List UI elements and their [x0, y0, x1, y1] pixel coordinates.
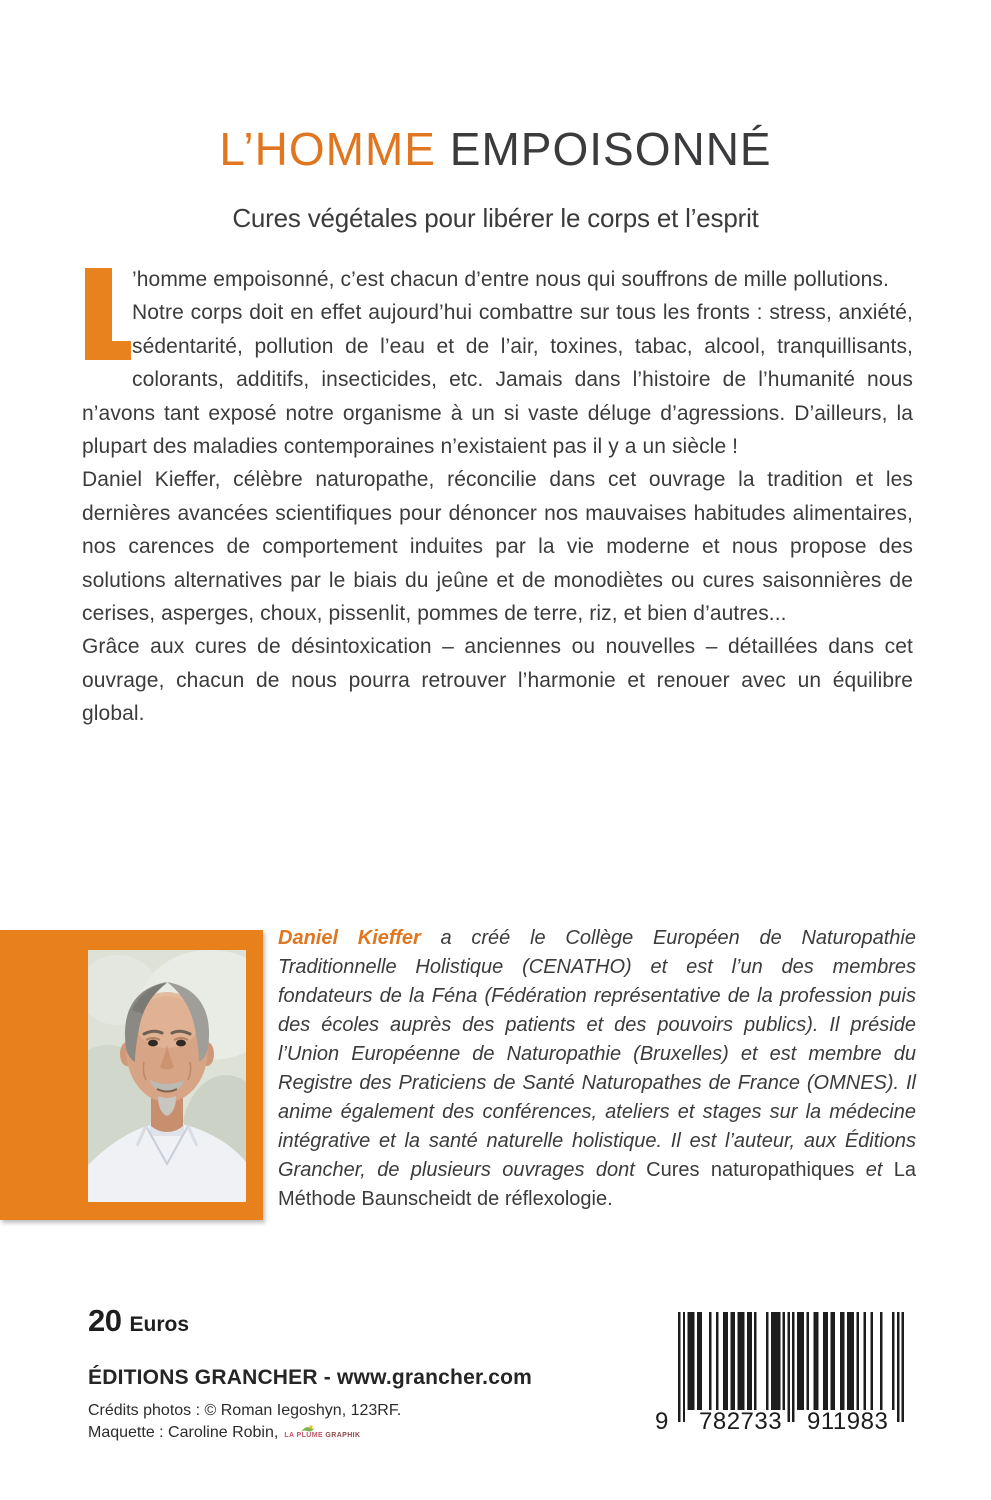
synopsis-paragraph: Notre corps doit en effet aujourd’hui combattre sur tous les fronts : stress, anxiété, sédentarité, pollution de l’eau et de l’air, toxines, tabac, alcool, tranquillisants, colorants, additifs, insecticides, etc. Jamais dans l’histoire de l’humanité nous n’avons tant exposé notre organisme à un si vaste déluge d’agressions. D’ailleurs, la plupart des maladies contemporaines n’existaient pas il y a un siècle ! [82, 301, 913, 459]
synopsis-text [82, 263, 913, 731]
price-value: 20 [88, 1303, 122, 1338]
book-subtitle: Cures végétales pour libérer le corps et l’esprit [232, 203, 759, 233]
author-photo-block [0, 930, 263, 1220]
publisher-line: ÉDITIONS GRANCHER - www.grancher.com [88, 1366, 532, 1389]
logo-bird-icon [300, 1424, 316, 1434]
synopsis-paragraph: Daniel Kieffer, célèbre naturopathe, réconcilie dans cet ouvrage la tradition et les dernières avancées scientifiques pour dénoncer nos mauvaises habitudes alimentaires, nos carences de comportement induites par la vie moderne et nous propose des solutions alternatives par le biais du jeûne et de monodiètes ou cures saisonnières de cerises, asperges, choux, pissenlit, pommes de terre, riz, et bien d’autres... [82, 468, 913, 626]
author-bio [278, 924, 916, 1214]
dropcap-letter-L [82, 266, 132, 369]
credits-photos: Crédits photos : © Roman Iegoshyn, 123RF. [88, 1402, 402, 1419]
price [88, 1303, 189, 1339]
book-title-highlight: L’HOMME [219, 122, 436, 175]
synopsis-paragraph: Grâce aux cures de désintoxication – anciennes ou nouvelles – détaillées dans cet ouvrage, chacun de nous pourra retrouver l’harmonie et renouer avec un équilibre global. [82, 635, 913, 726]
author-bio-text: a créé le Collège Européen de Naturopathie Traditionnelle Holistique (CENATHO) et est l’un des membres fondateurs de la Féna (Fédération représentative de la profession puis des écoles auprès des patients et des pouvoirs publics). Il préside l’Union Européenne de Naturopathie (Bruxelles) et est membre du Registre des Praticiens de Santé Naturopathes de France (OMNES). Il anime également des conférences, ateliers et stages sur la médecine intégrative et la santé naturelle holistique. Il est l’auteur, aux Éditions Grancher, de plusieurs ouvrages dont [278, 927, 916, 1181]
author-photo [88, 950, 246, 1202]
author-bio-connector: et [854, 1159, 894, 1181]
author-name: Daniel Kieffer [278, 927, 421, 949]
synopsis-paragraph: ’homme empoisonné, c’est chacun d’entre nous qui souffrons de mille pollutions. [132, 268, 889, 291]
book-title-rest: EMPOISONNÉ [435, 122, 772, 175]
la-plume-graphik-logo: LA PLUME GRAPHIK [284, 1432, 360, 1439]
book-reference-2: La Méthode Baunscheidt de réflexologie. [278, 1159, 916, 1210]
barcode-ean13 [655, 1312, 915, 1434]
barcode-digits-left: 782733 [699, 1408, 783, 1435]
price-unit: Euros [129, 1313, 189, 1336]
author-portrait-illustration [88, 950, 246, 1202]
barcode-digit-first: 9 [655, 1408, 669, 1435]
book-reference-1: Cures naturopathiques [646, 1159, 855, 1181]
barcode-digits-right: 911983 [807, 1408, 889, 1435]
book-title [0, 122, 991, 175]
credits-design: Maquette : Caroline Robin, LA PLUME GRAPHIK [88, 1424, 361, 1441]
